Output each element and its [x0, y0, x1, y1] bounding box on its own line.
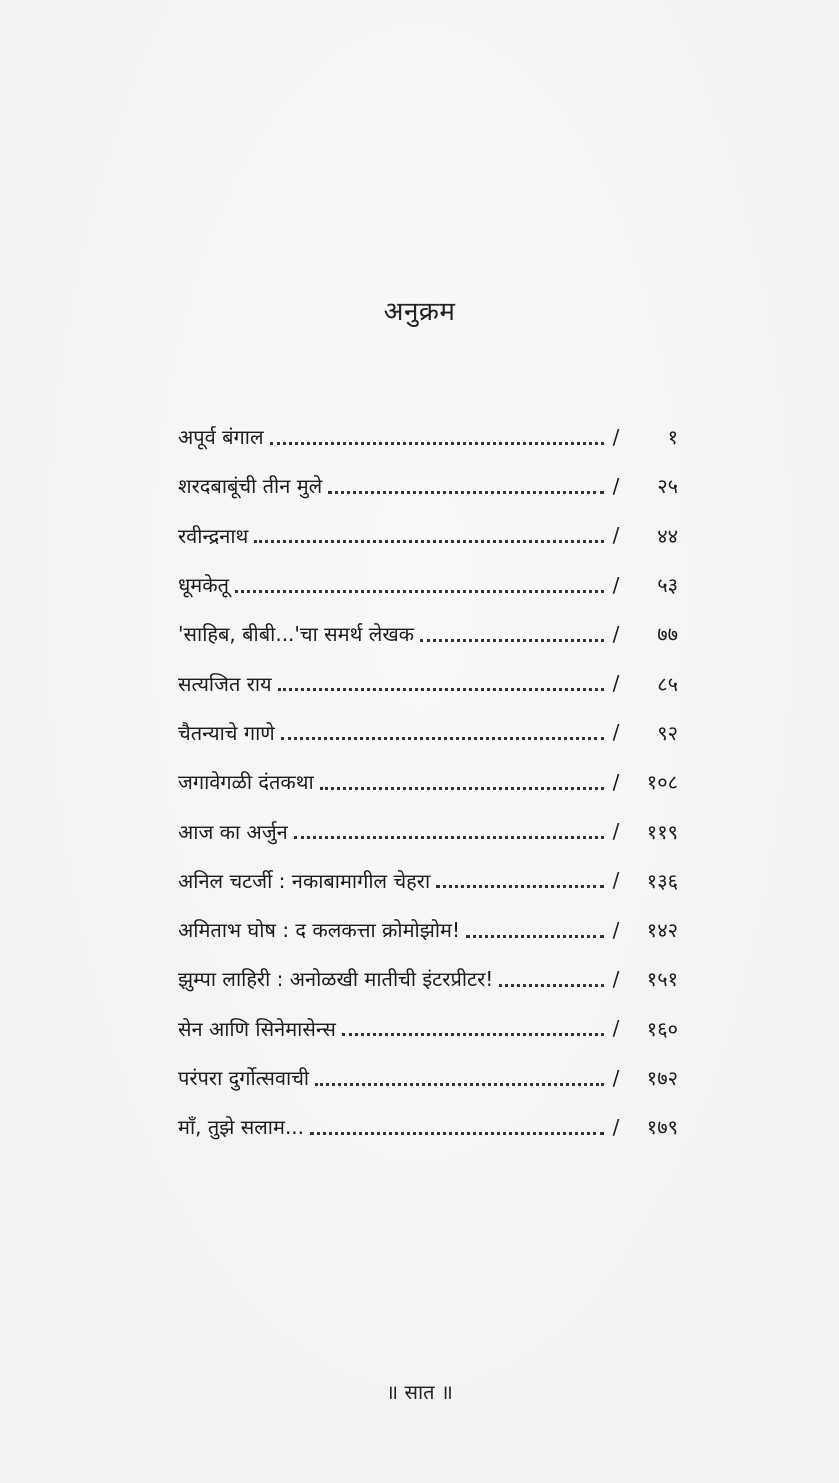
toc-entry: [178, 954, 678, 1003]
toc-entry-title: झुम्पा लाहिरी : अनोळखी मातीची इंटरप्रीटर!: [178, 967, 494, 992]
toc-entry-page: ११९: [646, 819, 678, 844]
page-number-footer: ॥ सात ॥: [386, 1380, 453, 1404]
toc-separator: /: [612, 966, 620, 991]
toc-entry-page: १७९: [646, 1115, 678, 1140]
toc-leader-dots: [466, 934, 604, 938]
toc-entry-page: ९२: [657, 720, 678, 745]
toc-leader-dots: [436, 884, 604, 888]
toc-entry-page: १४२: [646, 918, 678, 943]
toc-entry: [178, 511, 678, 560]
toc-entry: [178, 1004, 678, 1053]
toc-entry-title: जगावेगळी दंतकथा: [178, 770, 314, 795]
toc-leader-dots: [499, 983, 604, 987]
toc-entry-page: १५१: [646, 967, 678, 992]
toc-separator: /: [612, 523, 620, 548]
toc-separator: /: [612, 1065, 620, 1090]
toc-entry-page: ४४: [657, 523, 678, 548]
toc-entry-title: शरदबाबूंची तीन मुले: [178, 474, 323, 499]
toc-entry: [178, 412, 678, 461]
toc-entry-title: सेन आणि सिनेमासेन्स: [178, 1016, 336, 1041]
toc-separator: /: [612, 1114, 620, 1139]
toc-leader-dots: [315, 1082, 604, 1086]
toc-entry-page: १०८: [646, 770, 678, 795]
toc-leader-dots: [328, 490, 604, 494]
toc-entry: [178, 757, 678, 806]
toc-leader-dots: [254, 539, 604, 543]
toc-entry-title: अनिल चटर्जी : नकाबामागील चेहरा: [178, 868, 431, 893]
toc-entry-page: १: [667, 425, 678, 450]
toc-separator: /: [612, 424, 620, 449]
toc-entry-title: आज का अर्जुन: [178, 819, 288, 844]
toc-leader-dots: [320, 786, 604, 790]
toc-entry-page: १६०: [646, 1016, 678, 1041]
toc-leader-dots: [270, 441, 604, 445]
toc-entry: [178, 1102, 678, 1151]
toc-separator: /: [612, 868, 620, 893]
toc-separator: /: [612, 671, 620, 696]
toc-leader-dots: [342, 1032, 604, 1036]
toc-entry-title: अमिताभ घोष : द कलकत्ता क्रोमोझोम!: [178, 918, 461, 943]
toc-entry: [178, 1053, 678, 1102]
toc-entry-page: १३६: [646, 868, 678, 893]
toc-separator: /: [612, 473, 620, 498]
toc-entry-title: परंपरा दुर्गोत्सवाची: [178, 1066, 310, 1090]
toc-entry-title: चैतन्याचे गाणे: [178, 720, 275, 745]
toc-leader-dots: [278, 687, 604, 691]
toc-entry-page: ५३: [657, 573, 678, 598]
toc-entry: [178, 905, 678, 954]
page-title: अनुक्रम: [383, 297, 456, 327]
toc-entry: [178, 856, 678, 905]
toc-separator: /: [612, 1016, 620, 1041]
toc-entry-title: 'साहिब, बीबी...'चा समर्थ लेखक: [178, 622, 415, 647]
toc-separator: /: [612, 621, 620, 646]
toc-separator: /: [612, 917, 620, 942]
toc-separator: /: [612, 720, 620, 745]
toc-separator: /: [612, 819, 620, 844]
toc-entry-page: २५: [657, 474, 678, 499]
toc-entry-title: माँ, तुझे सलाम...: [178, 1115, 305, 1140]
toc-entry: [178, 461, 678, 510]
toc-entry-page: १७२: [646, 1066, 678, 1090]
toc-entry-title: अपूर्व बंगाल: [178, 425, 264, 450]
toc-entry-page: ७७: [657, 622, 678, 647]
toc-entry-title: रवीन्द्रनाथ: [178, 523, 249, 548]
toc-leader-dots: [294, 835, 604, 839]
toc-leader-dots: [281, 736, 604, 740]
toc-entry: [178, 609, 678, 658]
toc-leader-dots: [310, 1131, 604, 1135]
toc-entry-page: ८५: [657, 671, 678, 696]
toc-separator: /: [612, 572, 620, 597]
toc-entry: [178, 560, 678, 609]
toc-entry: [178, 806, 678, 855]
toc-leader-dots: [420, 638, 604, 642]
toc-entry: [178, 708, 678, 757]
toc-separator: /: [612, 769, 620, 794]
toc-leader-dots: [235, 589, 604, 593]
table-of-contents: [178, 412, 678, 1151]
toc-entry: [178, 658, 678, 707]
toc-entry-title: सत्यजित राय: [178, 671, 272, 696]
toc-entry-title: धूमकेतू: [178, 573, 230, 598]
